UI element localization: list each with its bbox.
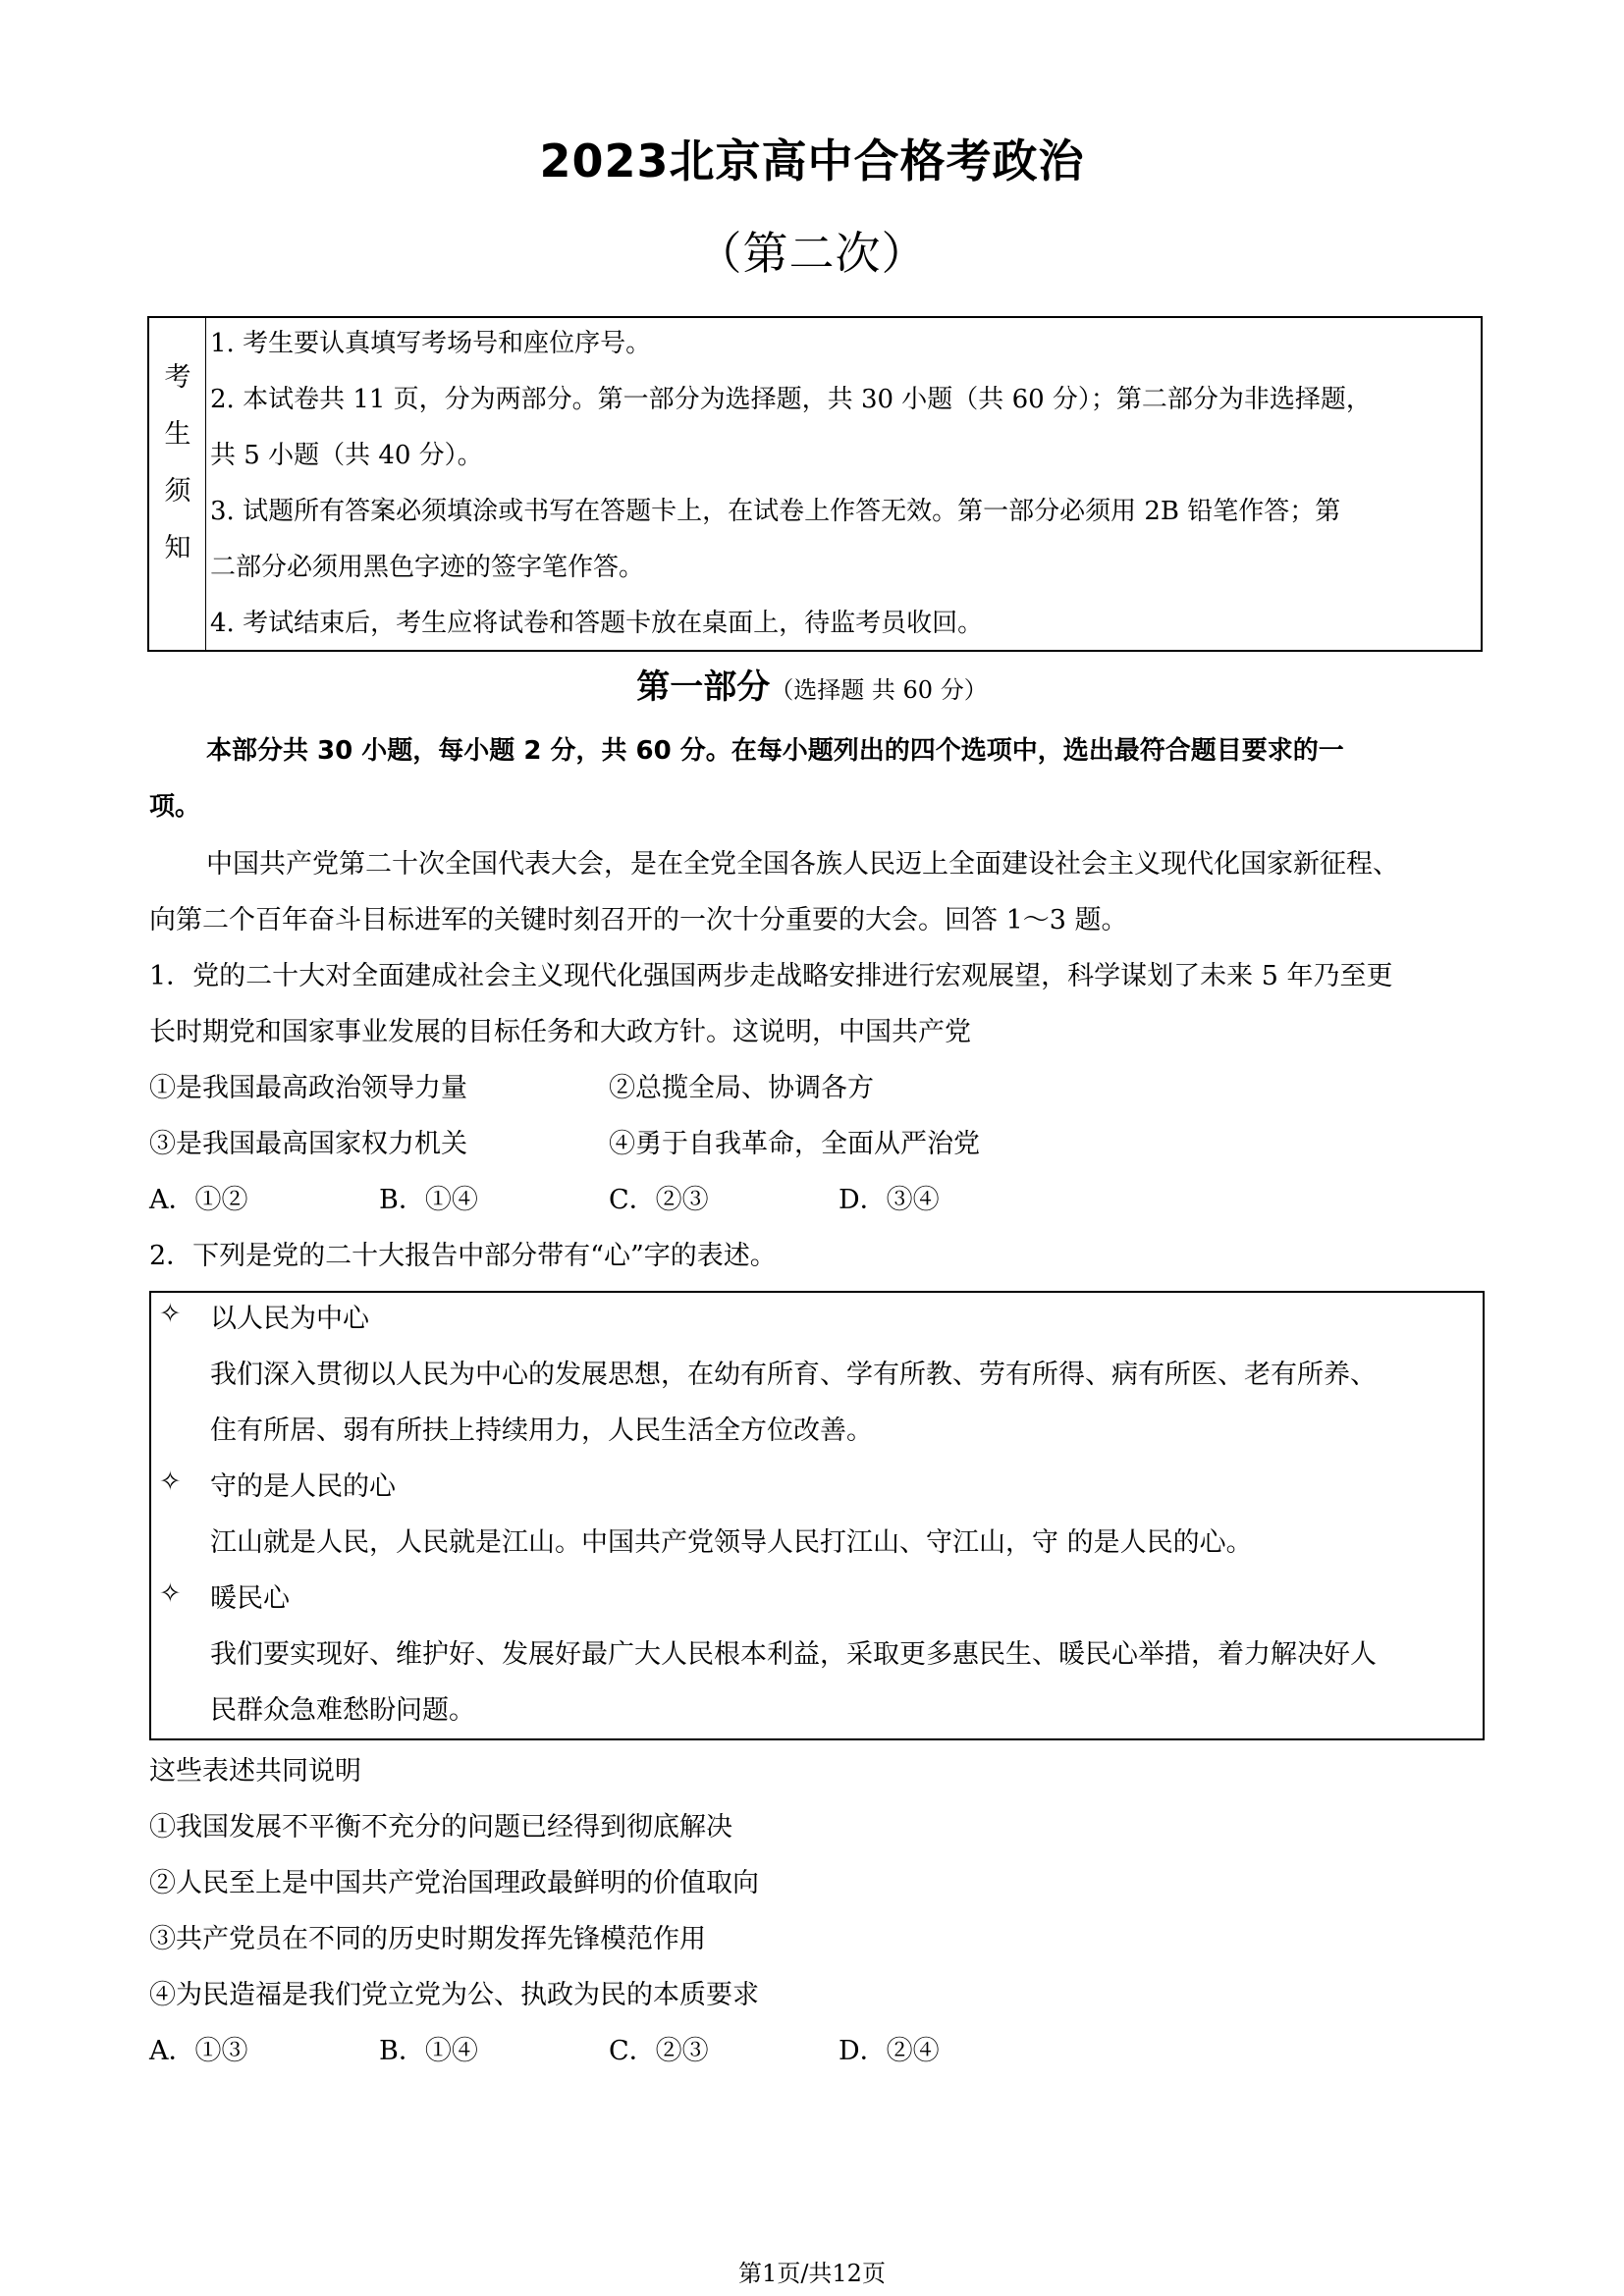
question-2-option: ①我国发展不平衡不充分的问题已经得到彻底解决 (149, 1812, 732, 1842)
section-instruction: 项。 (149, 792, 201, 822)
candidate-notice-box (147, 316, 1483, 652)
question-1-option: ②总揽全局、协调各方 (609, 1073, 874, 1103)
question-1-stem: 长时期党和国家事业发展的目标任务和大政方针。这说明，中国共产党 (149, 1017, 971, 1047)
quote-paragraph: 江山就是人民，人民就是江山。中国共产党领导人民打江山、守江山，守 的是人民的心。 (210, 1527, 1253, 1558)
notice-line: 3. 试题所有答案必须填涂或书写在答题卡上，在试卷上作答无效。第一部分必须用 2B 铅笔作答；第 (210, 497, 1341, 526)
quote-paragraph: 住有所居、弱有所扶上持续用力，人民生活全方位改善。 (210, 1415, 873, 1446)
quote-heading: 暖民心 (210, 1583, 290, 1614)
question-2-choice-d: D．②④ (839, 2036, 940, 2066)
quote-paragraph: 我们深入贯彻以人民为中心的发展思想，在幼有所育、学有所教、劳有所得、病有所医、老有所养、 (210, 1360, 1377, 1390)
notice-line: 2. 本试卷共 11 页，分为两部分。第一部分为选择题，共 30 小题（共 60 分）；第二部分为非选择题， (210, 385, 1372, 414)
question-2-choice-c: C．②③ (609, 2036, 709, 2066)
section-title-main: 第一部分 (636, 667, 771, 707)
question-2-option: ②人民至上是中国共产党治国理政最鲜明的价值取向 (149, 1868, 759, 1898)
notice-line: 二部分必须用黑色字迹的签字笔作答。 (210, 553, 645, 582)
notice-body (208, 318, 1481, 650)
section-instruction: 本部分共 30 小题，每小题 2 分，共 60 分。在每小题列出的四个选项中，选出最符合题目要求的一 (206, 736, 1344, 766)
question-1-choice-a: A．①② (149, 1185, 248, 1215)
page-subtitle: （第二次） (696, 227, 928, 280)
question-2-option: ④为民造福是我们党立党为公、执政为民的本质要求 (149, 1980, 759, 2010)
intro-paragraph: 中国共产党第二十次全国代表大会，是在全党全国各族人民迈上全面建设社会主义现代化国家新征程、 (206, 849, 1399, 880)
diamond-bullet-icon: ✧ (159, 1467, 182, 1497)
question-1-choice-c: C．②③ (609, 1185, 709, 1215)
notice-line: 共 5 小题（共 40 分）。 (210, 441, 483, 470)
question-2-option: ③共产党员在不同的历史时期发挥先锋模范作用 (149, 1924, 706, 1954)
page-footer: 第1页/共12页 (738, 2260, 886, 2287)
notice-line: 4. 考试结束后，考生应将试卷和答题卡放在桌面上，待监考员收回。 (210, 609, 984, 638)
question-1-option: ①是我国最高政治领导力量 (149, 1073, 467, 1103)
section-title (0, 660, 1624, 708)
intro-paragraph: 向第二个百年奋斗目标进军的关键时刻召开的一次十分重要的大会。回答 1～3 题。 (149, 905, 1128, 935)
notice-label-char: 知 (164, 533, 191, 563)
question-2-choice-b: B．①④ (379, 2036, 478, 2066)
quote-paragraph: 民群众急难愁盼问题。 (210, 1695, 475, 1726)
question-1-stem: 1．党的二十大对全面建成社会主义现代化强国两步走战略安排进行宏观展望，科学谋划了未来 5 年乃至更 (149, 961, 1393, 991)
question-2-lead: 这些表述共同说明 (149, 1756, 361, 1787)
question-2-stem: 2．下列是党的二十大报告中部分带有“心”字的表述。 (149, 1241, 777, 1271)
notice-label (149, 318, 206, 650)
notice-label-char: 考 (164, 362, 191, 393)
notice-line: 1. 考生要认真填写考场号和座位序号。 (210, 329, 652, 358)
quote-heading: 以人民为中心 (210, 1304, 369, 1334)
section-title-sub: （选择题 共 60 分） (770, 676, 988, 704)
question-1-option: ③是我国最高国家权力机关 (149, 1129, 467, 1159)
question-1-choice-d: D．③④ (839, 1185, 940, 1215)
notice-label-char: 生 (164, 419, 191, 450)
quote-heading: 守的是人民的心 (210, 1471, 396, 1502)
question-2-choice-a: A．①③ (149, 2036, 248, 2066)
question-1-choice-b: B．①④ (379, 1185, 478, 1215)
question-1-option: ④勇于自我革命，全面从严治党 (609, 1129, 980, 1159)
diamond-bullet-icon: ✧ (159, 1299, 182, 1329)
page-title: 2023北京高中合格考政治 (539, 134, 1085, 187)
diamond-bullet-icon: ✧ (159, 1578, 182, 1609)
quote-box (149, 1291, 1485, 1740)
quote-paragraph: 我们要实现好、维护好、发展好最广大人民根本利益，采取更多惠民生、暖民心举措，着力解决好人 (210, 1639, 1377, 1670)
notice-label-char: 须 (164, 476, 191, 507)
